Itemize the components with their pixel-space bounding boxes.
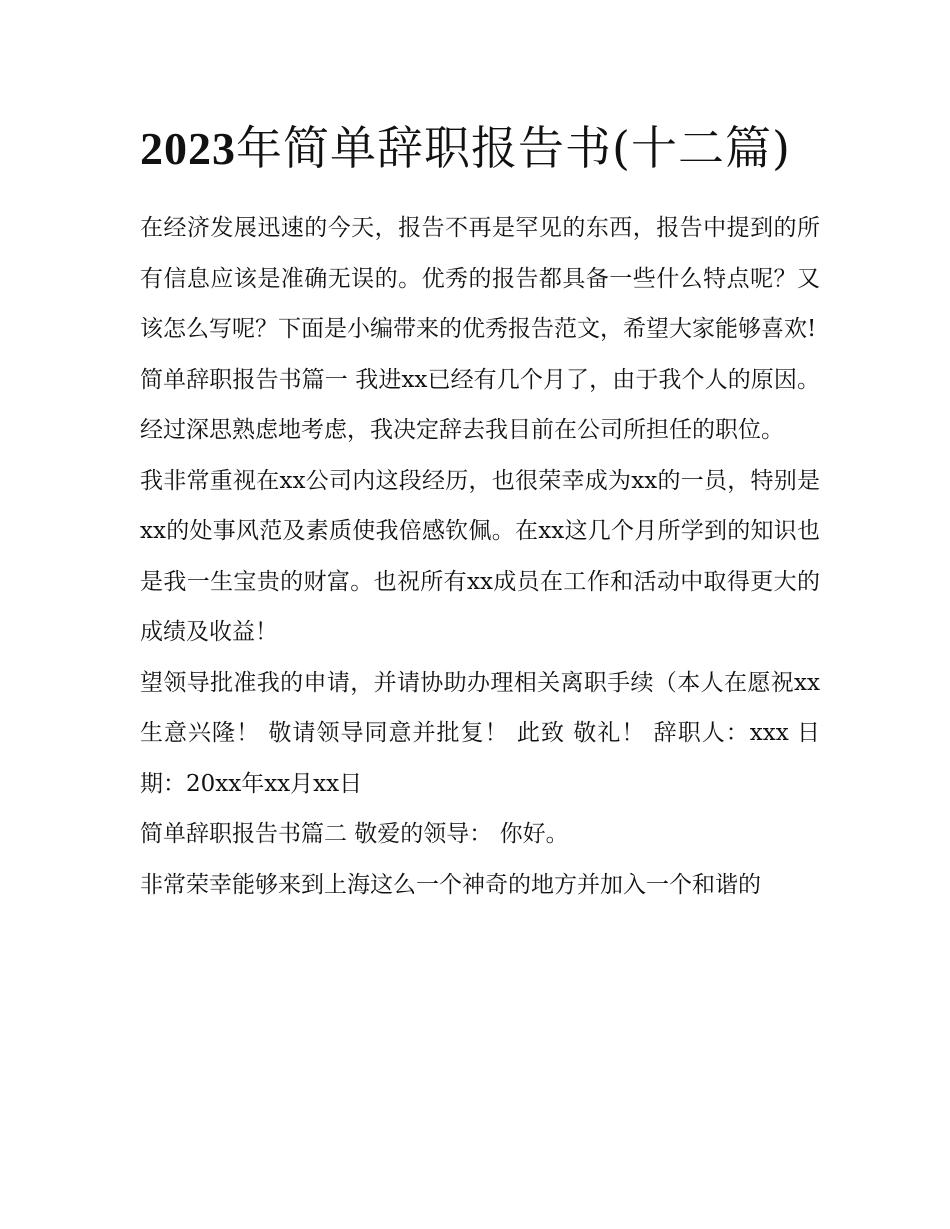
paragraph-3: 望领导批准我的申请，并请协助办理相关离职手续（本人在愿祝xx生意兴隆！ 敬请领导同意并批复！ 此致 敬礼！ 辞职人：xxx 日期：20xx年xx月xx日 xyxy=(140,669,820,797)
paragraph-4: 简单辞职报告书篇二 敬爱的领导： 你好。 xyxy=(140,821,569,847)
document-title xyxy=(140,110,820,187)
paragraph-2: 我非常重视在xx公司内这段经历，也很荣幸成为xx的一员，特别是xx的处事风范及素质使我倍感钦佩。在xx这几个月所学到的知识也是我一生宝贵的财富。也祝所有xx成员在工作和活动中取得更大的成绩及收益！ xyxy=(140,467,820,645)
intro-paragraph: 在经济发展迅速的今天，报告不再是罕见的东西，报告中提到的所有信息应该是准确无误的。优秀的报告都具备一些什么特点呢？又该怎么写呢？下面是小编带来的优秀报告范文，希望大家能够喜欢! xyxy=(140,215,820,342)
document-body xyxy=(140,110,820,910)
paragraph-5: 非常荣幸能够来到上海这么一个神奇的地方并加入一个和谐的 xyxy=(140,871,761,898)
title-text: 年简单辞职报告书(十二篇) xyxy=(236,121,791,175)
title-year: 2023 xyxy=(140,123,236,174)
paragraph-1: 简单辞职报告书篇一 我进xx已经有几个月了，由于我个人的原因。经过深思熟虑地考虑，我决定辞去我目前在公司所担任的职位。 xyxy=(140,366,820,443)
